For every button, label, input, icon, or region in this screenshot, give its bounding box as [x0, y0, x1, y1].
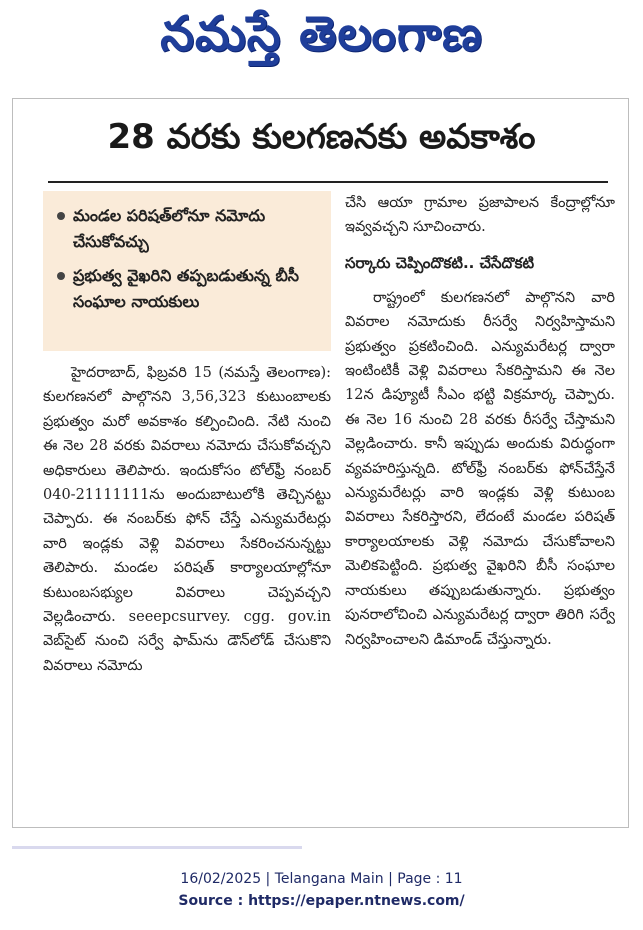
highlight-text: మండల పరిషత్‌లోనూ నమోదు చేసుకోవచ్చు [73, 206, 266, 251]
article-clipping [12, 98, 629, 828]
article-column-right [345, 191, 615, 652]
highlight-text: ప్రభుత్వ వైఖరిని తప్పబడుతున్న బీసీ సంఘాల నాయకులు [73, 266, 300, 311]
footer-divider [12, 846, 302, 849]
body-paragraph-continued: చేసి ఆయా గ్రామాల ప్రజాపాలన కేంద్రాల్లోనూ ఇవ్వవచ్చని సూచించారు. [345, 195, 615, 236]
highlight-item [53, 263, 321, 315]
body-paragraph: రాష్ట్రంలో కులగణనలో పాల్గొనని వారి వివరాల నమోదుకు రీసర్వే నిర్వహిస్తామని ప్రభుత్వం ప్రకటించింది. ఎన్యుమరేటర్ల ద్వారా ఇంటింటికీ వెళ్లి వివరాలు సేకరిస్తామని ఈ నెల 12న డిప్యూటీ సీఎం భట్టి విక్రమార్క చెప్పారు. ఈ నెల 16 నుంచి 28 వరకు రీసర్వే చేస్తామని వెల్లడించారు. కానీ ఇప్పుడు అందుకు విరుద్ధంగా వ్యవహరిస్తున్నది. టోల్‌ఫ్రీ నంబర్‌కు ఫోన్‌చేస్తేనే ఎన్యుమరేటర్లు వారి ఇండ్లకు వెళ్లి కుటుంబ వివరాలు సేకరిస్తారని, లేదంటే మండల పరిషత్ కార్యాలయాలకు వెళ్లి నమోదు చేసుకోవాలని మెలికపెట్టింది. ప్రభుత్వ వైఖరిని బీసీ సంఘాల నాయకులు తప్పుబడుతున్నారు. ప్రభుత్వం పునరాలోచించి ఎన్యుమరేటర్ల ద్వారా తిరిగి సర్వే నిర్వహించాలని డిమాండ్ చేస్తున్నారు. [345, 289, 615, 648]
highlights-box [43, 191, 331, 351]
sub-heading: సర్కారు చెప్పిందొకటి.. చేసేదొకటి [345, 253, 535, 272]
highlight-item [53, 203, 321, 255]
footer [0, 868, 643, 912]
article-column-left [43, 361, 331, 678]
edition-info: 16/02/2025 | Telangana Main | Page : 11 [180, 871, 463, 887]
masthead [0, 0, 643, 80]
source-link[interactable]: Source : https://epaper.ntnews.com/ [178, 893, 465, 909]
headline-divider [48, 181, 608, 183]
bullet-icon [57, 212, 65, 220]
body-paragraph: హైదరాబాద్, ఫిబ్రవరి 15 (నమస్తే తెలంగాణ): కులగణనలో పాల్గొనని 3,56,323 కుటుంబాలకు ప్రభుత్వం మరో అవకాశం కల్పించింది. నేటి నుంచి ఈ నెల 28 వరకు వివరాలు నమోదు చేసుకోవచ్చని అధికారులు తెలిపారు. ఇందుకోసం టోల్‌ఫ్రీ నంబర్ 040-21111111ను అందుబాటులోకి తెచ్చినట్టు చెప్పారు. ఈ నంబర్‌కు ఫోన్ చేస్తే ఎన్యుమరేటర్లు వారి ఇండ్లకు వెళ్లి వివరాలు సేకరించనున్నట్టు తెలిపారు. మండల పరిషత్ కార్యాలయాల్లోనూ కుటుంబసభ్యుల వివరాలు చెప్పవచ్చని వెల్లడించారు. seeepcsurvey. cgg. gov.in వెబ్‌సైట్ నుంచి సర్వే ఫామ్‌ను డౌన్‌లోడ్ చేసుకొని వివరాలు నమోదు [43, 365, 331, 674]
newspaper-logo: నమస్తే తెలంగాణ [160, 6, 483, 62]
bullet-icon [57, 272, 65, 280]
article-headline: 28 వరకు కులగణనకు అవకాశం [107, 117, 536, 157]
